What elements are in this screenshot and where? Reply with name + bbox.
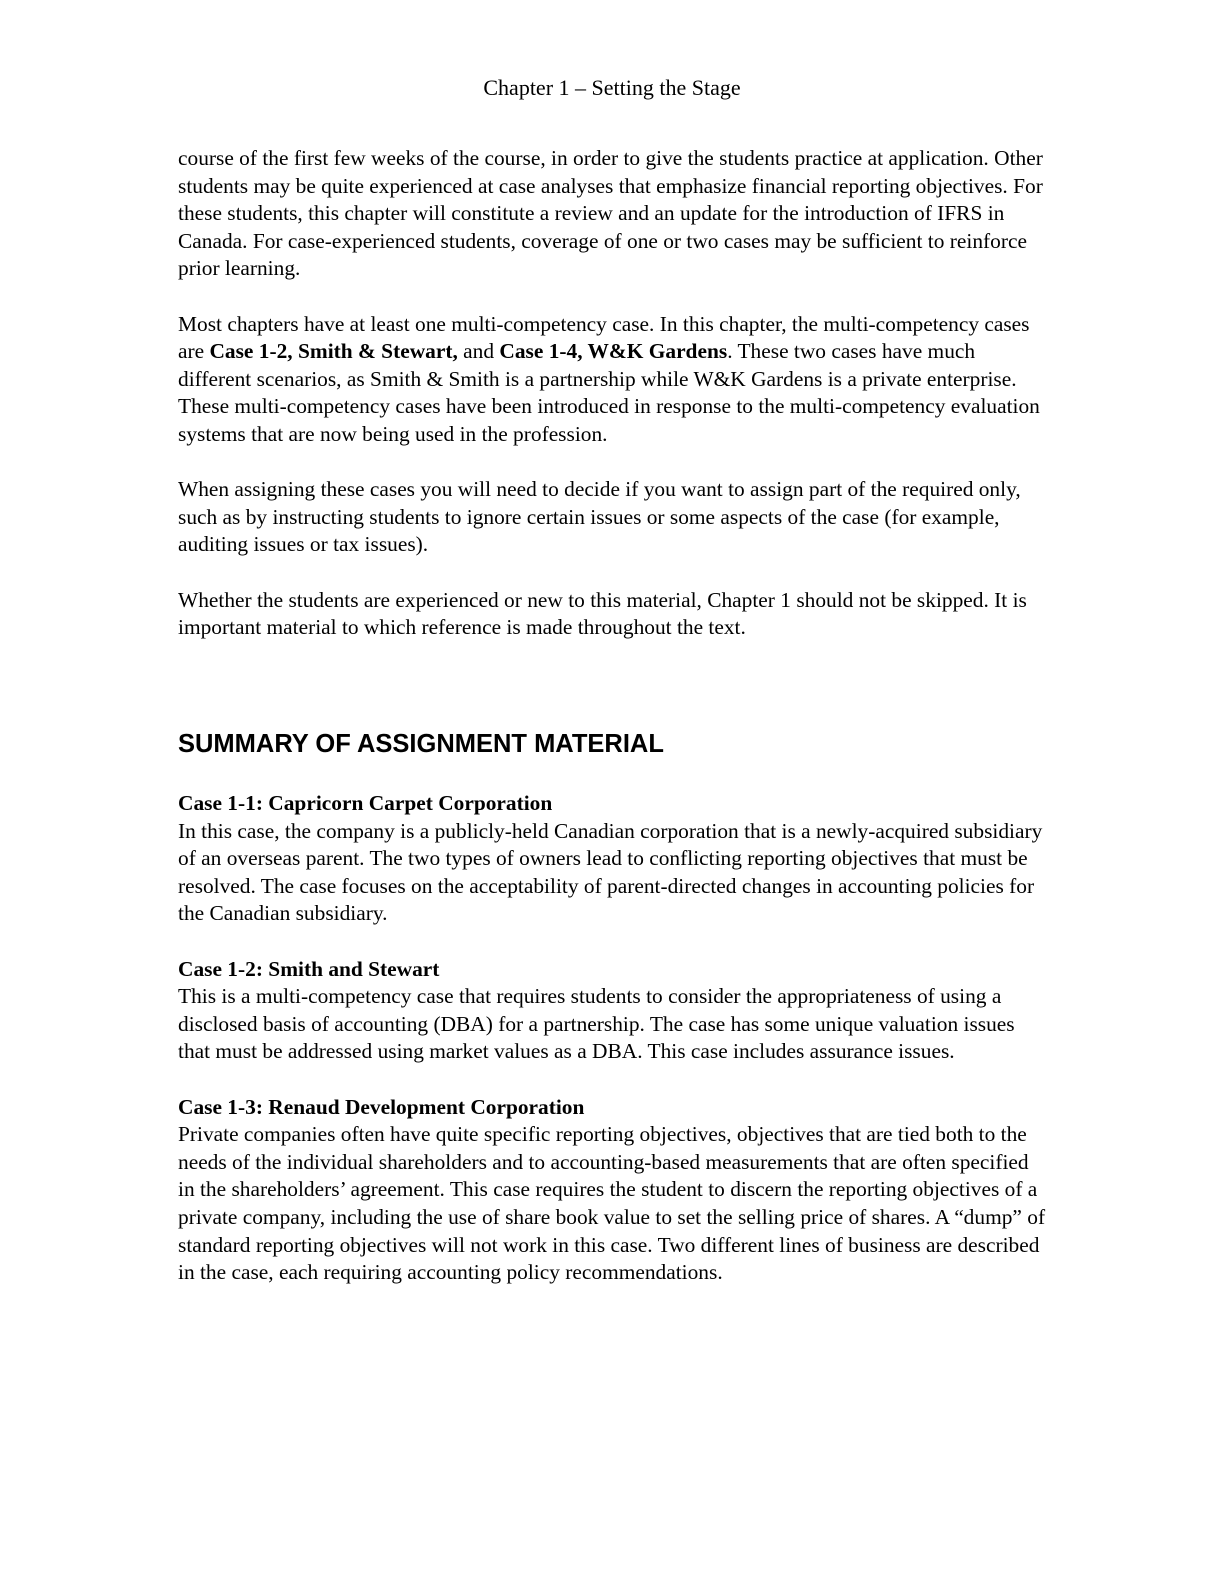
intro-p2-bold-case-1-2: Case 1-2, Smith & Stewart, bbox=[209, 339, 458, 364]
intro-p2-text-1: Most chapters have at least one multi-competency case. In this chapter, the multi-competency cases are bbox=[178, 311, 1030, 364]
intro-paragraph-1: course of the first few weeks of the course, in order to give the students practice at application. Other students may be quite experienced at case analyses that emphasize financial reporting objectives. For these students, this chapter will constitute a review and an update for the introduction of IFRS in Canada. For case-experienced students, coverage of one or two cases may be sufficient to reinforce prior learning. bbox=[178, 146, 1043, 281]
case-description: Private companies often have quite specific reporting objectives, objectives that are tied both to the needs of the individual shareholders and to accounting-based measurements that are often specified in the shareholders’ agreement. This case requires the student to discern the reporting objectives of a private company, including the use of share book value to set the selling price of shares. A “dump” of standard reporting objectives will not work in this case. Two different lines of business are described in the case, each requiring accounting policy recommendations. bbox=[178, 1122, 1046, 1285]
case-item bbox=[178, 956, 1048, 1066]
section-heading: SUMMARY OF ASSIGNMENT MATERIAL bbox=[178, 730, 664, 758]
case-title: Case 1-3: Renaud Development Corporation bbox=[178, 1094, 585, 1119]
running-header: Chapter 1 – Setting the Stage bbox=[483, 75, 741, 100]
intro-paragraph-2 bbox=[178, 311, 1048, 449]
intro-paragraph-4: Whether the students are experienced or new to this material, Chapter 1 should not be skipped. It is important material to which reference is made throughout the text. bbox=[178, 587, 1027, 640]
case-description: This is a multi-competency case that requires students to consider the appropriateness of using a disclosed basis of accounting (DBA) for a partnership. The case has some unique valuation issues that must be addressed using market values as a DBA. This case includes assurance issues. bbox=[178, 984, 1015, 1064]
case-list bbox=[178, 790, 1048, 1314]
intro-p2-bold-case-1-4: Case 1-4, W&K Gardens bbox=[499, 339, 728, 364]
case-item bbox=[178, 1094, 1048, 1287]
intro-section bbox=[178, 145, 1048, 642]
intro-p2-text-3: . These two cases have much different scenarios, as Smith & Smith is a partnership while W&K Gardens is a private enterprise. These multi-competency cases have been introduced in response to the multi-competency evaluation systems that are now being used in the profession. bbox=[178, 339, 1040, 446]
case-title: Case 1-1: Capricorn Carpet Corporation bbox=[178, 791, 553, 815]
case-title: Case 1-2: Smith and Stewart bbox=[178, 956, 440, 981]
intro-paragraph-3: When assigning these cases you will need to decide if you want to assign part of the required only, such as by instructing students to ignore certain issues or some aspects of the case (for example, auditing issues or tax issues). bbox=[178, 477, 1021, 557]
intro-p2-text-2: and bbox=[457, 339, 500, 364]
case-item bbox=[178, 790, 1048, 928]
case-description: In this case, the company is a publicly-held Canadian corporation that is a newly-acquired subsidiary of an overseas parent. The two types of owners lead to conflicting reporting objectives that must be resolved. The case focuses on the acceptability of parent-directed changes in accounting policies for the Canadian subsidiary. bbox=[178, 818, 1043, 926]
